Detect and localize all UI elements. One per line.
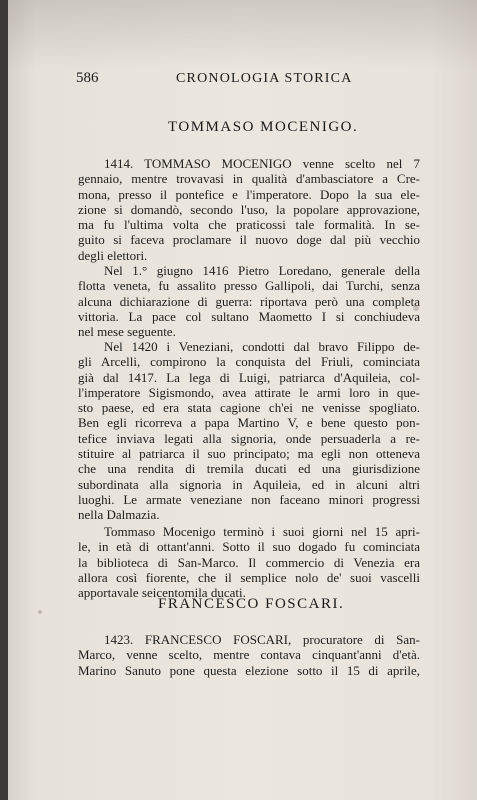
text-line: Nel 1420 i Veneziani, condotti dal bravo Filippo de- <box>104 339 420 354</box>
paragraph-foscari-election <box>78 632 420 678</box>
text-line: l'imperatore Sigismondo, avea attirate le armi loro in que- <box>78 384 420 400</box>
section-title-foscari: FRANCESCO FOSCARI. <box>158 596 345 612</box>
text-line: zione si domandò, secondo l'uso, la popolare approvazione, <box>78 201 420 217</box>
page-header <box>76 70 406 90</box>
text-line: mona, presso il pontefice e l'imperatore. Dopo la sua ele- <box>78 186 420 202</box>
paper-stain <box>38 610 42 614</box>
running-head: CRONOLOGIA STORICA <box>176 71 353 86</box>
text-line: nel mese seguente. <box>78 324 176 340</box>
paragraph-loredano-victory <box>78 263 420 339</box>
text-line: ma fu l'ultima volta che praticossi tale formalità. In se- <box>78 217 420 233</box>
paper-stain <box>413 305 419 311</box>
paragraph-friuli-conquest <box>78 339 420 523</box>
text-line: alcuna dichiarazione di guerra: riportava però una completa <box>78 293 420 309</box>
text-line: sto paese, ed era stata cagione ch'ei ne venisse spogliato. <box>78 400 420 416</box>
text-line: Marino Sanuto pone questa elezione sotto il 15 di aprile, <box>78 662 420 678</box>
text-line: allora così fiorente, che il semplice nolo de' suoi vascelli <box>78 569 420 585</box>
paragraph-mocenigo-election <box>78 156 420 263</box>
text-line: gli Arcelli, compirono la conquista del Friuli, cominciata <box>78 354 420 370</box>
text-line: le, in età di ottant'anni. Sotto il suo dogado fu cominciata <box>78 539 420 555</box>
section-title-mocenigo: TOMMASO MOCENIGO. <box>168 119 359 135</box>
text-line: nella Dalmazia. <box>78 507 160 523</box>
text-line: luoghi. Le armate veneziane non faceano minori progressi <box>78 491 420 507</box>
text-line: già dal 1417. La lega di Luigi, patriarca d'Aquileia, col- <box>78 369 420 385</box>
text-line: degli elettori. <box>78 247 148 263</box>
text-line: flotta veneta, fu assalito presso Gallipoli, dai Turchi, senza <box>78 278 420 294</box>
paragraph-mocenigo-death <box>78 524 420 600</box>
text-line: guito si faceva proclamare il nuovo doge dal più vecchio <box>78 232 420 248</box>
text-line: stituire al patriarca il suo principato; ma egli non otteneva <box>78 446 420 462</box>
text-line: tefice inviava legati alla signoria, onde persuaderla a re- <box>78 430 420 446</box>
text-line: 1423. FRANCESCO FOSCARI, procuratore di San- <box>104 632 420 647</box>
text-line: Tommaso Mocenigo terminò i suoi giorni nel 15 apri- <box>104 524 420 539</box>
text-line: la biblioteca di San-Marco. Il commercio di Venezia era <box>78 554 420 570</box>
text-line: subordinata alla signoria in Aquileia, ed in alcuni altri <box>78 476 420 492</box>
text-line: Marco, venne scelto, mentre contava cinquant'anni d'età. <box>78 647 420 663</box>
text-line: che una rendita di tremila ducati ed una giurisdizione <box>78 461 420 477</box>
book-page <box>8 0 477 800</box>
text-line: vittoria. La pace col sultano Maometto I si conchiudeva <box>78 308 420 324</box>
text-line: apportavale seicentomila ducati. <box>78 585 246 601</box>
text-line: Ben egli ricorreva a papa Martino V, e bene questo pon- <box>78 415 420 431</box>
text-line: gennaio, mentre trovavasi in qualità d'ambasciatore a Cre- <box>78 171 420 187</box>
text-line: Nel 1.° giugno 1416 Pietro Loredano, generale della <box>104 263 420 278</box>
bleed-through-shadow <box>8 0 477 70</box>
text-line: 1414. TOMMASO MOCENIGO venne scelto nel 7 <box>104 156 420 171</box>
page-number: 586 <box>76 70 99 86</box>
